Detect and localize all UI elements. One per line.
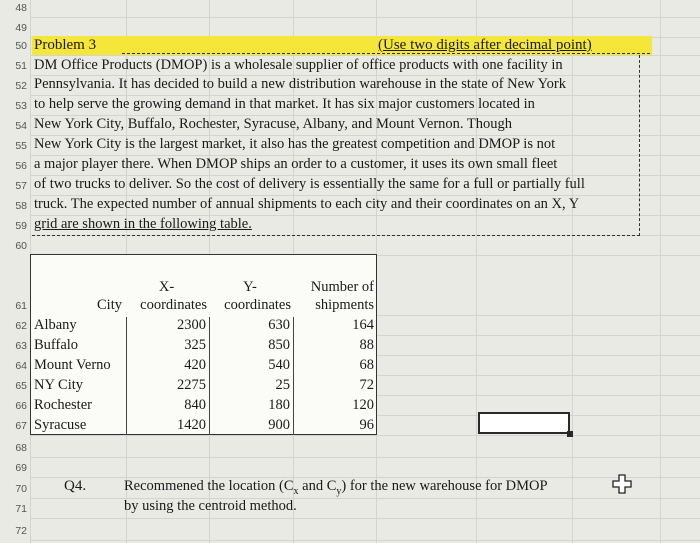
y-coordinate-cell[interactable]: 540: [268, 357, 290, 373]
row-number[interactable]: 63: [15, 340, 27, 352]
shipments-header-top: Number of: [310, 279, 374, 295]
row-divider: [30, 457, 700, 458]
x-header-bottom: coordinates: [140, 297, 207, 313]
city-cell[interactable]: Buffalo: [34, 337, 79, 353]
city-cell[interactable]: Albany: [34, 317, 77, 333]
y-coordinate-cell[interactable]: 25: [275, 377, 290, 393]
question-label[interactable]: Q4.: [64, 478, 87, 494]
city-cell[interactable]: Mount Verno: [34, 357, 111, 373]
question-text: ) for the new warehouse for DMOP: [341, 478, 548, 494]
y-coordinate-cell[interactable]: 900: [268, 417, 290, 433]
x-header-top: X-: [158, 279, 175, 295]
row-number[interactable]: 69: [15, 462, 27, 474]
row-number[interactable]: 61: [15, 300, 27, 312]
decimal-hint[interactable]: (Use two digits after decimal point): [378, 37, 592, 53]
question-text: Recommened the location (C: [124, 478, 294, 494]
row-number[interactable]: 72: [15, 525, 27, 537]
shipments-header[interactable]: [293, 278, 374, 314]
row-number[interactable]: 53: [15, 100, 27, 112]
y-coordinate-cell[interactable]: 180: [268, 397, 290, 413]
question-line-2[interactable]: by using the centroid method.: [124, 498, 297, 514]
y-coordinate-cell[interactable]: 850: [268, 337, 290, 353]
subscript-y: y: [336, 485, 342, 497]
row-number[interactable]: 48: [15, 2, 27, 14]
row-number[interactable]: 54: [15, 120, 27, 132]
y-coordinates-header[interactable]: [209, 278, 291, 314]
y-coordinate-cell[interactable]: 630: [268, 317, 290, 333]
y-header-bottom: coordinates: [224, 297, 291, 313]
row-number[interactable]: 68: [15, 442, 27, 454]
shipments-cell[interactable]: 164: [352, 317, 374, 333]
row-number[interactable]: 57: [15, 180, 27, 192]
row-divider: [30, 518, 700, 519]
row-number[interactable]: 56: [15, 160, 27, 172]
problem-text-line[interactable]: of two trucks to deliver. So the cost of delivery is essentially the same for a full or partially full: [34, 176, 585, 192]
row-number[interactable]: 59: [15, 220, 27, 232]
x-coordinate-cell[interactable]: 325: [184, 337, 206, 353]
problem-text-line[interactable]: Pennsylvania. It has decided to build a new distribution warehouse in the state of New York: [34, 76, 566, 92]
city-header[interactable]: City: [97, 297, 122, 313]
row-number[interactable]: 64: [15, 360, 27, 372]
problem-title[interactable]: Problem 3: [34, 37, 97, 53]
row-divider: [30, 435, 700, 436]
row-number[interactable]: 65: [15, 380, 27, 392]
table-column-border: [293, 317, 294, 435]
x-coordinates-header[interactable]: [126, 278, 207, 314]
shipments-cell[interactable]: 68: [359, 357, 374, 373]
city-cell[interactable]: Rochester: [34, 397, 92, 413]
x-coordinate-cell[interactable]: 840: [184, 397, 206, 413]
shipments-cell[interactable]: 120: [352, 397, 374, 413]
row-number[interactable]: 49: [15, 22, 27, 34]
row-number[interactable]: 51: [15, 60, 27, 72]
column-divider: [660, 0, 661, 543]
row-number[interactable]: 55: [15, 140, 27, 152]
row-number[interactable]: 62: [15, 320, 27, 332]
shipments-cell[interactable]: 88: [359, 337, 374, 353]
problem-text-line[interactable]: New York City, Buffalo, Rochester, Syracuse, Albany, and Mount Vernon. Though: [34, 116, 513, 132]
row-number[interactable]: 52: [15, 80, 27, 92]
city-cell[interactable]: Syracuse: [34, 417, 87, 433]
problem-text-line[interactable]: grid are shown in the following table.: [34, 216, 252, 232]
row-number[interactable]: 60: [15, 240, 27, 252]
shipments-header-bottom: shipments: [315, 297, 374, 313]
y-header-top: Y-: [243, 279, 257, 295]
row-number[interactable]: 66: [15, 400, 27, 412]
x-coordinate-cell[interactable]: 2275: [177, 377, 206, 393]
problem-text-line[interactable]: New York City is the largest market, it also has the greatest competition and DMOP is not: [34, 136, 556, 152]
city-cell[interactable]: NY City: [34, 377, 84, 393]
question-line-1[interactable]: [124, 478, 548, 497]
problem-text-line[interactable]: truck. The expected number of annual shipments to each city and their coordinates on an X, Y: [34, 196, 580, 212]
row-number[interactable]: 70: [15, 483, 27, 495]
problem-text-line[interactable]: to help serve the growing demand in that market. It has six major customers located in: [34, 96, 535, 112]
subscript-x: x: [293, 485, 299, 497]
table-column-border: [126, 317, 127, 435]
shipments-cell[interactable]: 96: [359, 417, 374, 433]
question-text: and C: [298, 478, 337, 494]
x-coordinate-cell[interactable]: 2300: [177, 317, 206, 333]
plus-cursor-icon: [612, 474, 632, 494]
selected-cell[interactable]: [478, 412, 570, 434]
row-number[interactable]: 58: [15, 200, 27, 212]
row-number[interactable]: 71: [15, 503, 27, 515]
row-number[interactable]: 50: [15, 40, 27, 52]
row-number[interactable]: 67: [15, 420, 27, 432]
x-coordinate-cell[interactable]: 1420: [177, 417, 206, 433]
x-coordinate-cell[interactable]: 420: [184, 357, 206, 373]
table-column-border: [209, 317, 210, 435]
fill-handle[interactable]: [567, 431, 573, 437]
problem-text-line[interactable]: a major player there. When DMOP ships an order to a customer, it uses its own small fleet: [34, 156, 558, 172]
problem-text-line[interactable]: DM Office Products (DMOP) is a wholesale supplier of office products with one facility in: [34, 57, 563, 73]
row-divider: [30, 17, 700, 18]
shipments-cell[interactable]: 72: [359, 377, 374, 393]
row-divider: [30, 540, 700, 541]
